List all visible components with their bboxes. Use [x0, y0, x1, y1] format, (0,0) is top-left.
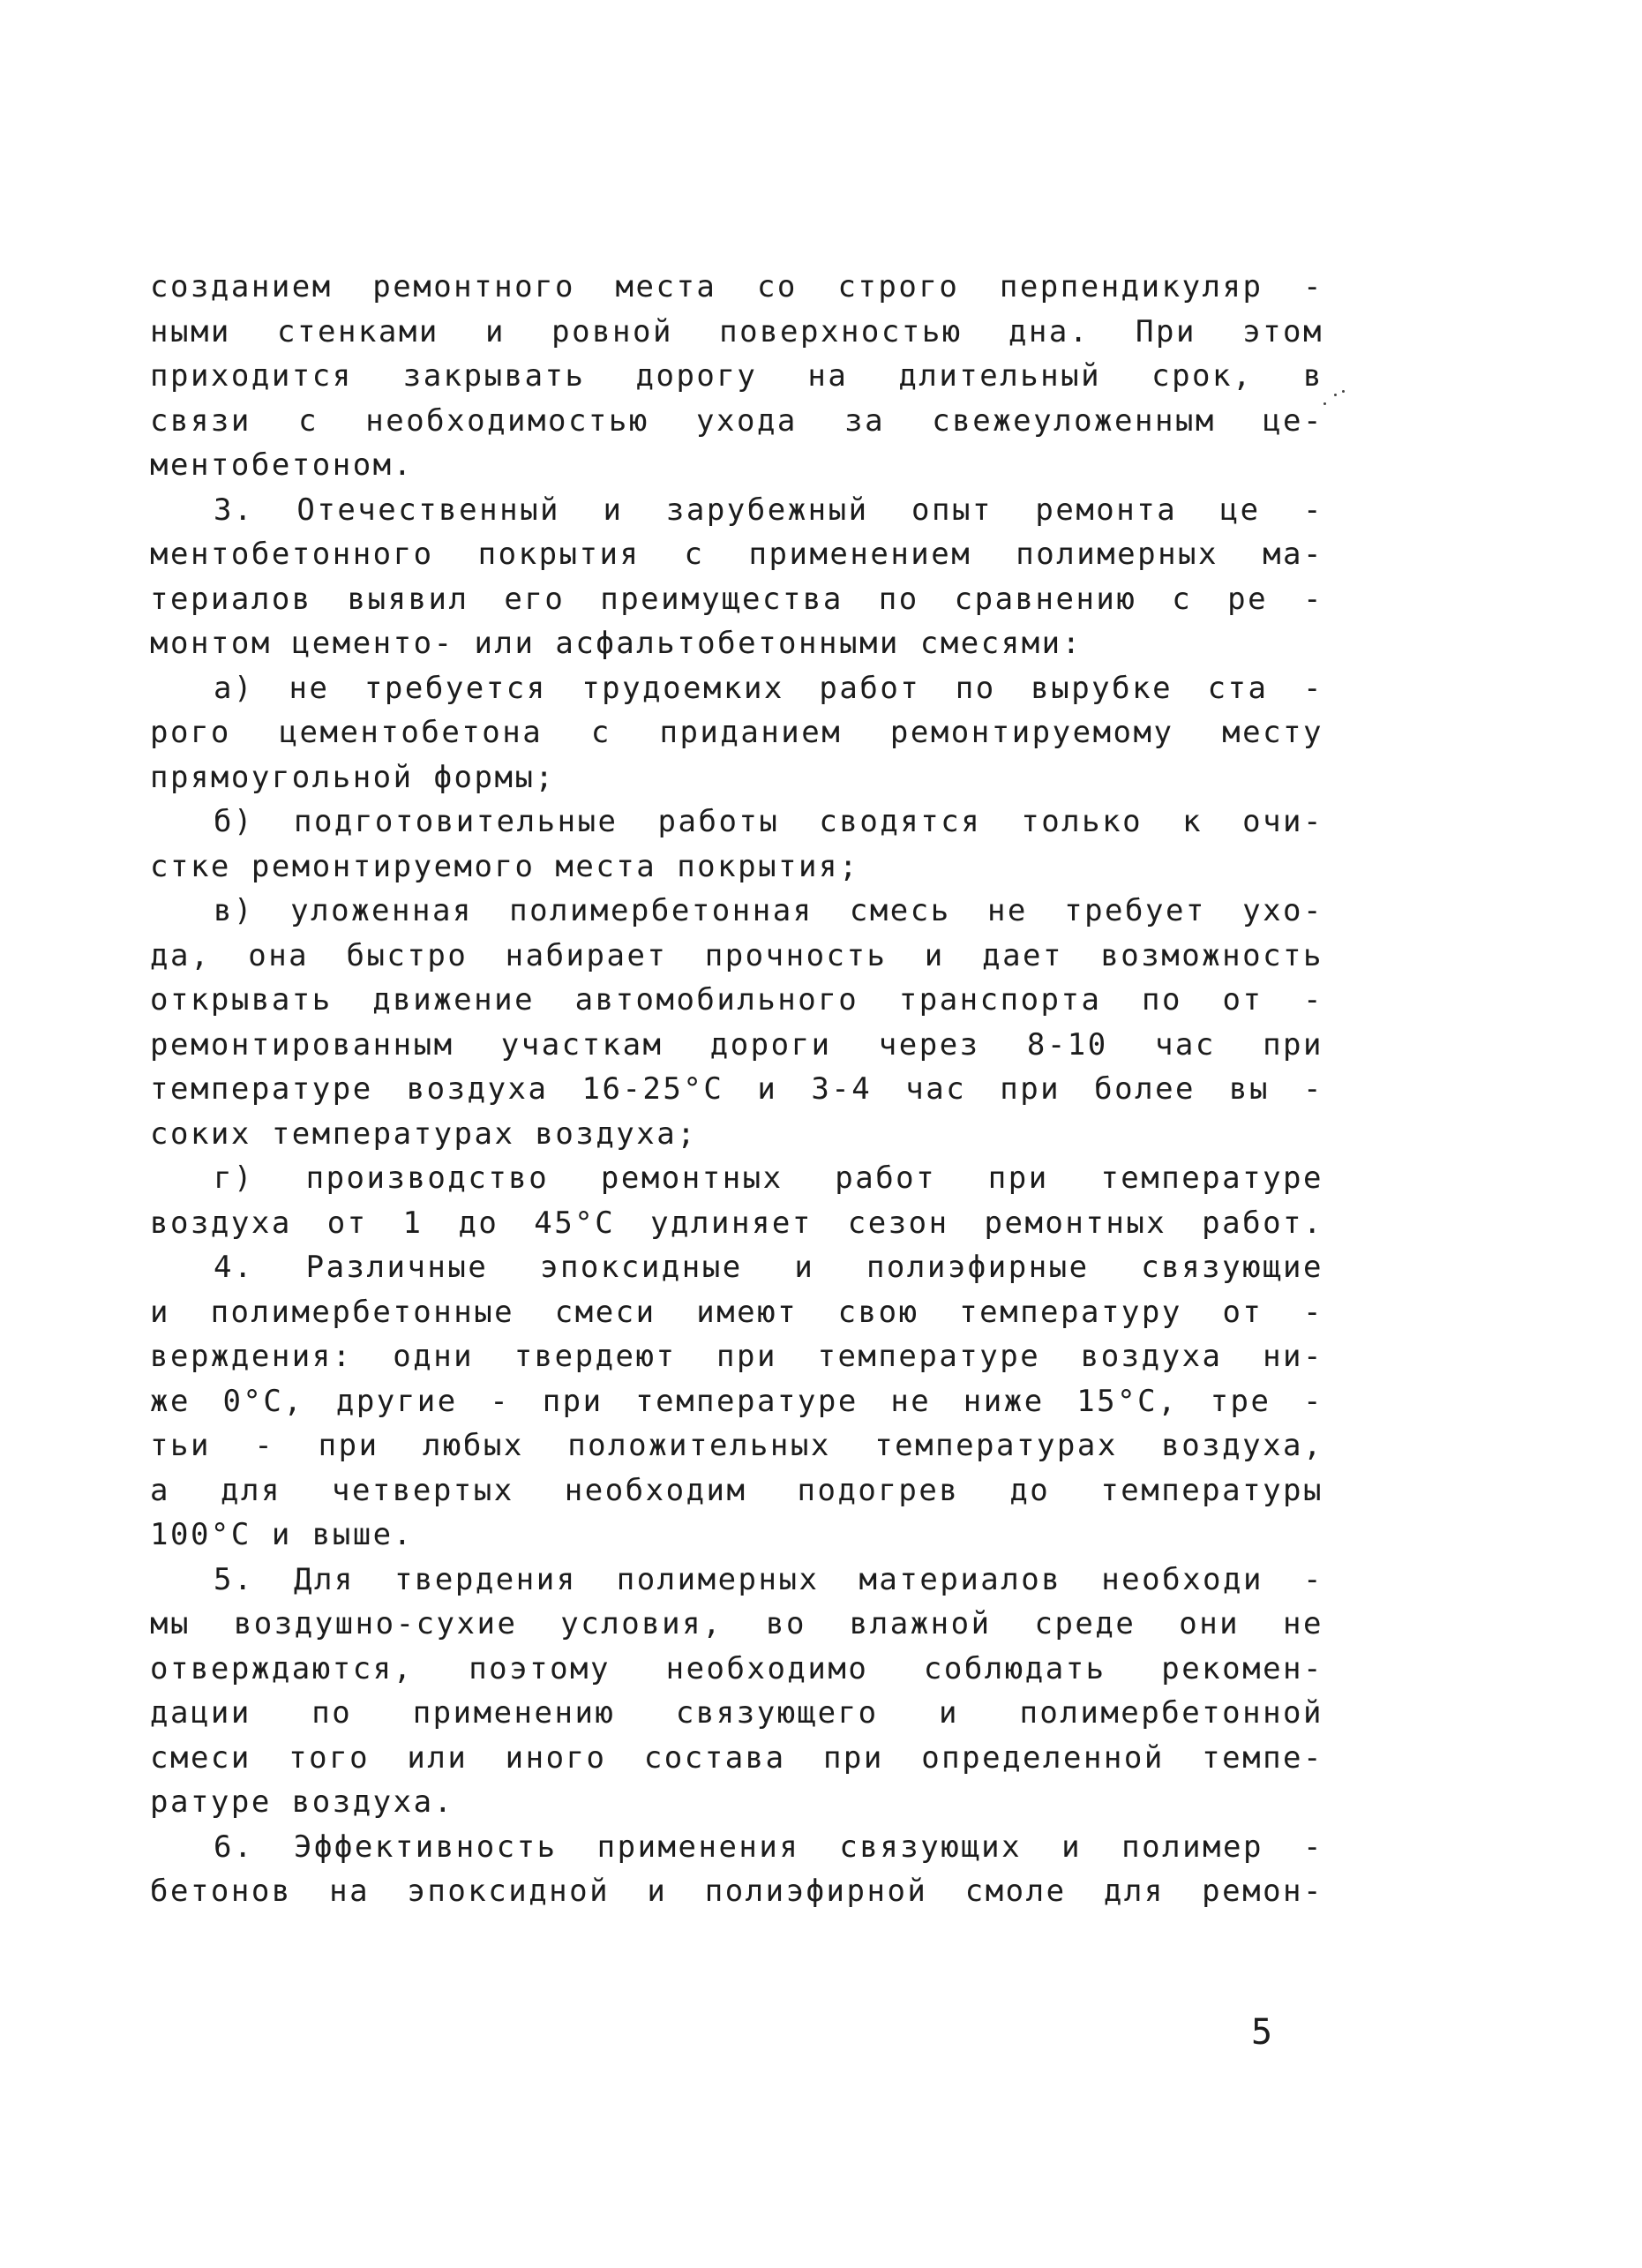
text-line: териалов выявил его преимущества по сравнению с ре -: [150, 581, 1323, 617]
paragraph-6-start: 6. Эффективность применения связующих и полимер -: [214, 1829, 1323, 1865]
text-line: верждения: одни твердеют при температуре воздуха ни-: [150, 1339, 1323, 1374]
paragraph-3-start: 3. Отечественный и зарубежный опыт ремонта це -: [214, 492, 1323, 528]
text-line: стке ремонтируемого места покрытия;: [150, 848, 859, 884]
text-line: смеси того или иного состава при определенной темпе-: [150, 1739, 1323, 1776]
list-item-b-start: б) подготовительные работы сводятся только к очи-: [214, 804, 1323, 839]
scan-speck: [1334, 394, 1337, 396]
text-line: отверждаются, поэтому необходимо соблюдать рекомен-: [150, 1650, 1323, 1686]
text-line: бетонов на эпоксидной и полиэфирной смоле для ремон-: [150, 1874, 1323, 1909]
scan-speck: [1323, 402, 1326, 405]
body-text: [150, 265, 1323, 1914]
text-line: и полимербетонные смеси имеют свою температуру от -: [150, 1294, 1323, 1330]
list-item-v-start: в) уложенная полимербетонная смесь не требует ухо-: [214, 893, 1323, 928]
text-line: тьи - при любых положительных температурах воздуха,: [150, 1428, 1323, 1463]
text-line: открывать движение автомобильного транспорта по от -: [150, 982, 1323, 1018]
text-line: а для четвертых необходим подогрев до температуры: [150, 1472, 1323, 1508]
text-line: приходится закрывать дорогу на длительный срок, в: [150, 358, 1323, 394]
list-item-g-start: г) производство ремонтных работ при температуре: [214, 1160, 1323, 1196]
text-line: ратуре воздуха.: [150, 1784, 454, 1820]
paragraph-4-start: 4. Различные эпоксидные и полиэфирные связующие: [214, 1250, 1323, 1285]
text-line: рого цементобетона с приданием ремонтируемому месту: [150, 715, 1323, 750]
text-line: монтом цементо- или асфальтобетонными смесями:: [150, 626, 1083, 661]
page-number: 5: [1251, 2012, 1273, 2053]
text-line: же 0°С, другие - при температуре не ниже 15°С, тре -: [150, 1383, 1323, 1419]
text-line: ными стенками и ровной поверхностью дна. При этом: [150, 313, 1323, 349]
text-line: ментобетоном.: [150, 447, 414, 483]
text-line: воздуха от 1 до 45°С удлиняет сезон ремонтных работ.: [150, 1205, 1323, 1241]
text-line: да, она быстро набирает прочность и дает возможность: [150, 937, 1323, 973]
text-line: ремонтированным участкам дороги через 8-10 час при: [150, 1026, 1323, 1063]
text-line: соких температурах воздуха;: [150, 1115, 698, 1152]
list-item-a-start: а) не требуется трудоемких работ по вырубке ста -: [214, 670, 1323, 706]
text-line: связи с необходимостью ухода за свежеуложенным це-: [150, 402, 1323, 439]
paragraph-5-start: 5. Для твердения полимерных материалов необходи -: [214, 1561, 1323, 1597]
text-line: дации по применению связующего и полимербетонной: [150, 1695, 1323, 1731]
text-line: ментобетонного покрытия с применением полимерных ма-: [150, 537, 1323, 572]
text-line: мы воздушно-сухие условия, во влажной среде они не: [150, 1606, 1323, 1641]
text-line: 100°С и выше.: [150, 1517, 414, 1552]
text-line: прямоугольной формы;: [150, 759, 556, 795]
scan-speck: [1342, 390, 1345, 393]
text-line: температуре воздуха 16-25°С и 3-4 час при более вы -: [150, 1071, 1323, 1107]
text-line: созданием ремонтного места со строго перпендикуляр -: [150, 269, 1323, 304]
